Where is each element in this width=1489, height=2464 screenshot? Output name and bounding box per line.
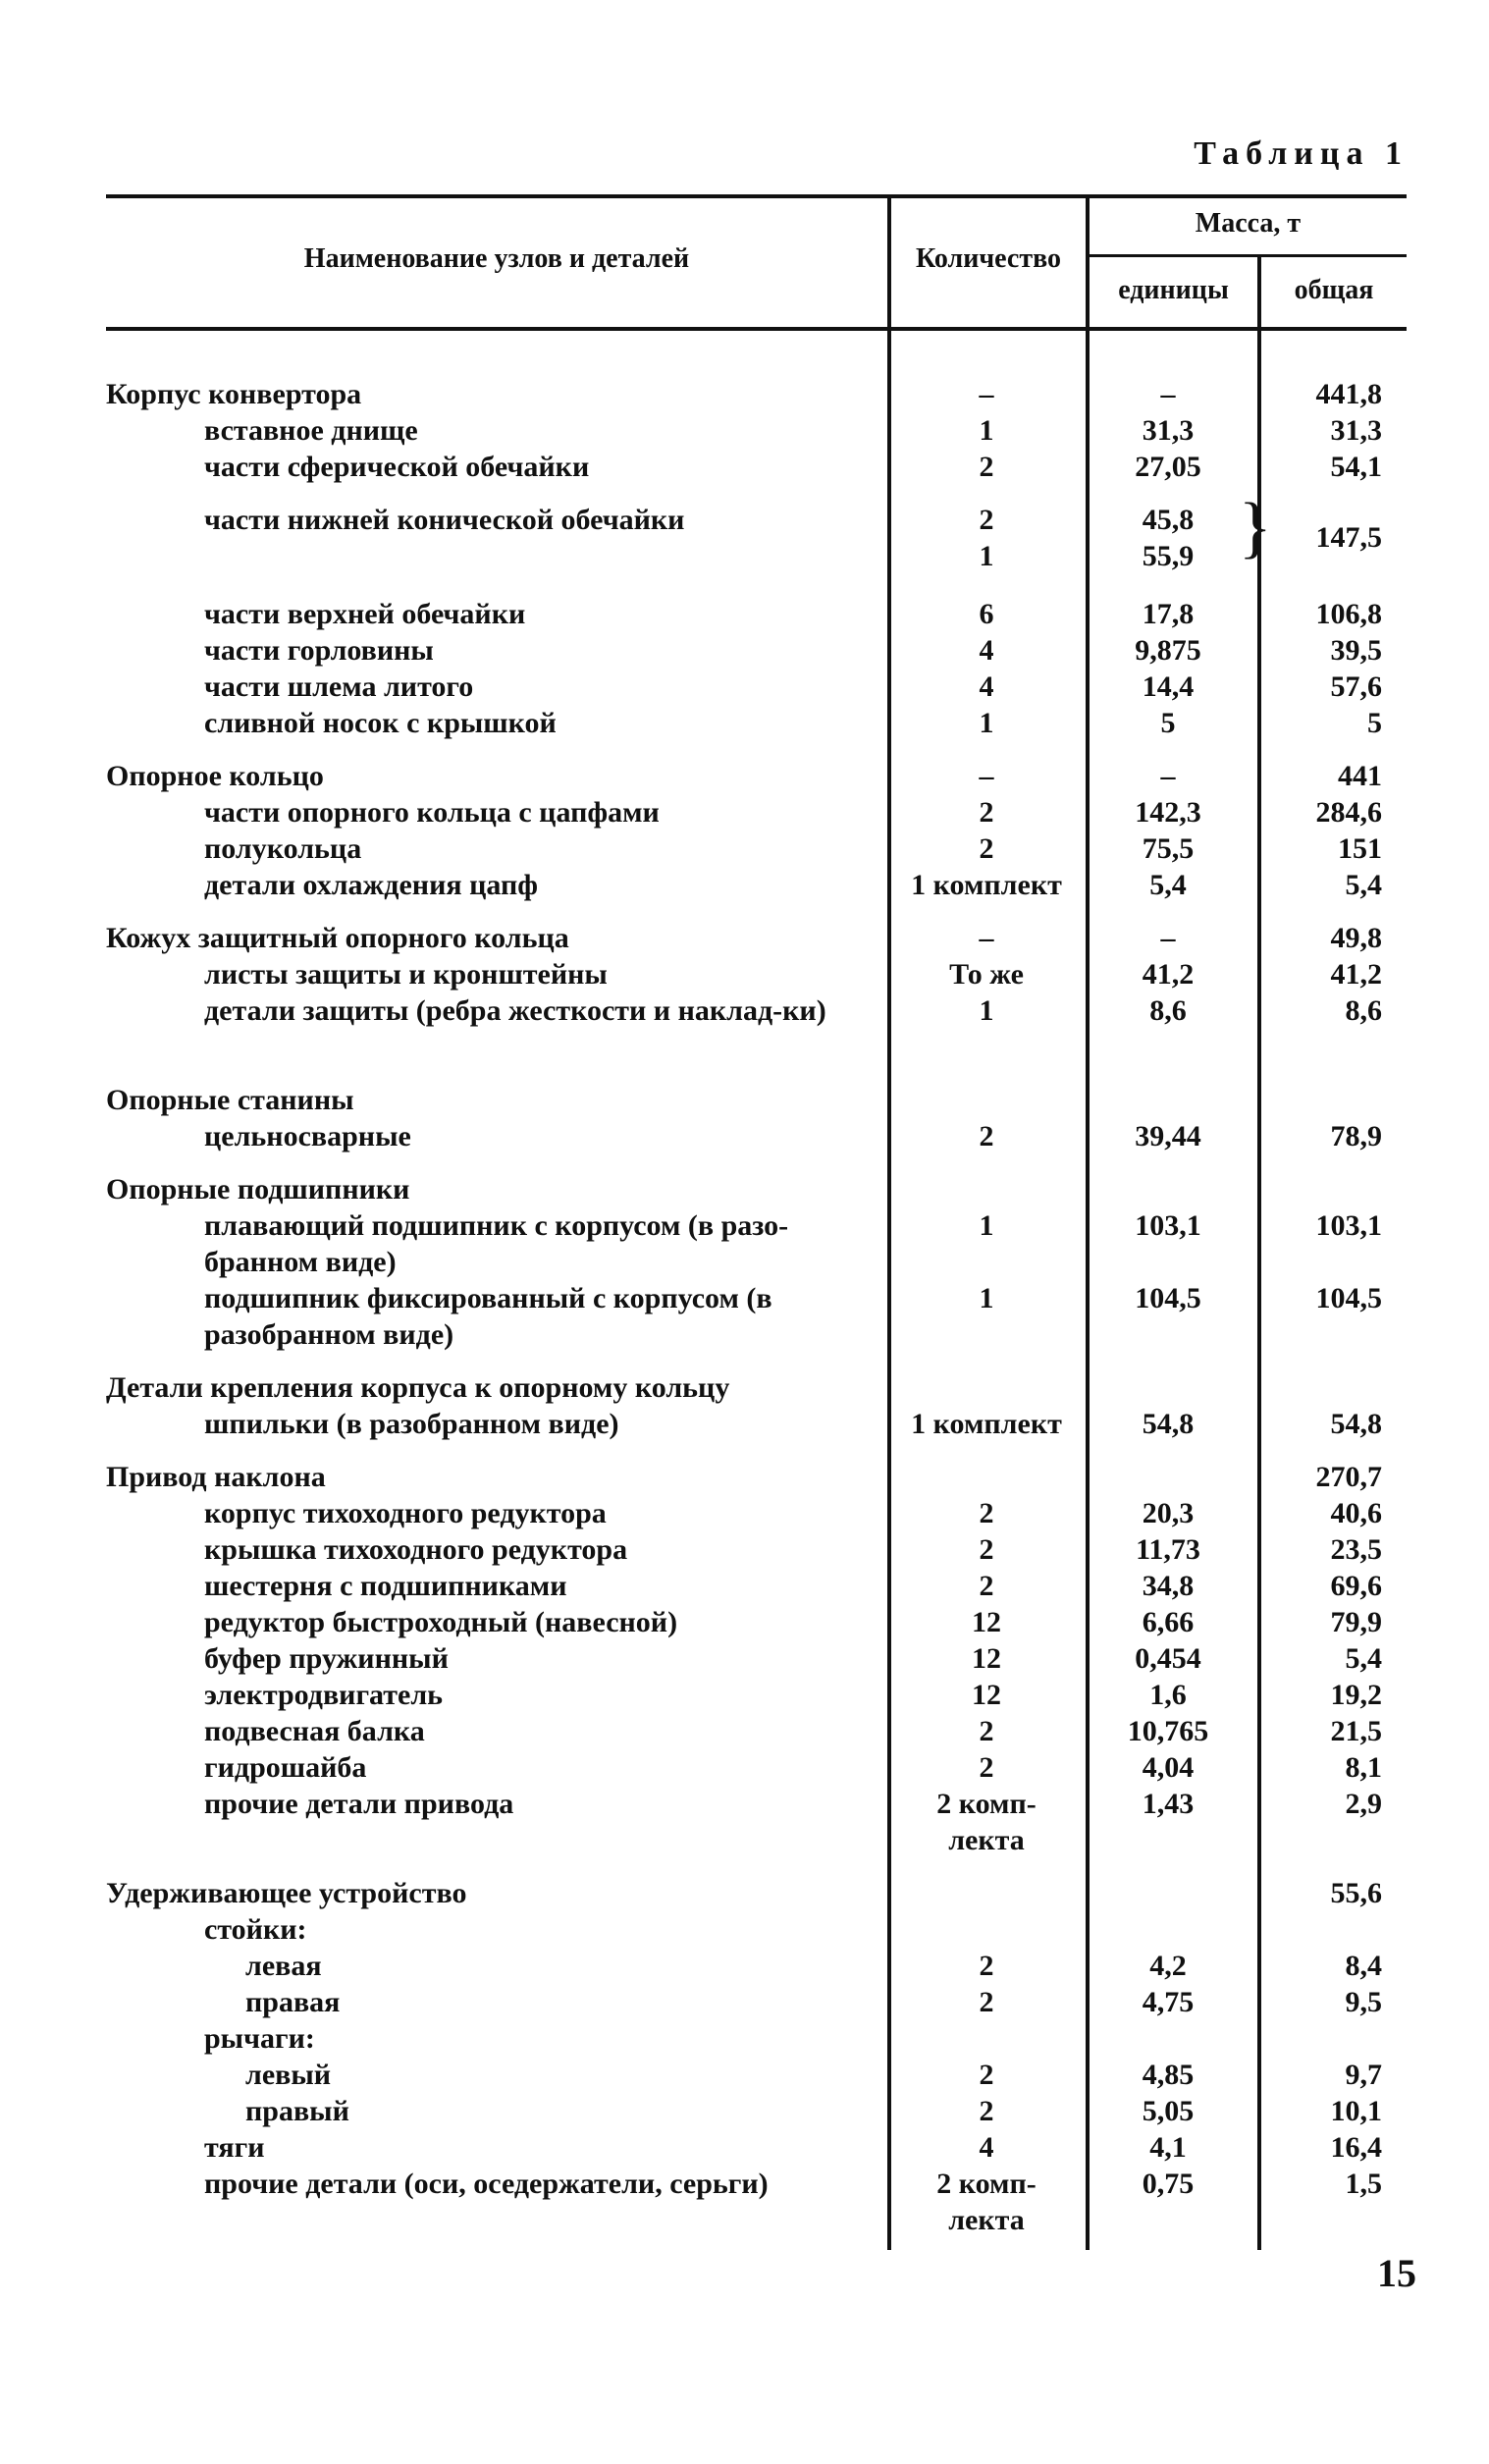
row-mass-total: 5 — [1367, 707, 1382, 739]
row-mass-total: 147,5 — [1315, 521, 1382, 554]
row-quantity: – — [979, 760, 994, 792]
row-mass-total: 103,1 — [1315, 1209, 1382, 1242]
row-quantity: 2 — [979, 2059, 994, 2091]
row-mass-total: 31,3 — [1330, 414, 1382, 447]
row-mass-total: 49,8 — [1330, 922, 1382, 954]
row-quantity: 2 — [979, 1497, 994, 1529]
row-quantity: 2 — [979, 1950, 994, 1982]
row-name: части нижней конической обечайки — [204, 504, 685, 536]
row-mass-unit: 1,43 — [1142, 1788, 1195, 1820]
row-mass-unit: 0,75 — [1142, 2168, 1195, 2200]
row-name: детали охлаждения цапф — [204, 869, 539, 901]
row-mass-total: 39,5 — [1330, 634, 1382, 667]
row-quantity: 4 — [979, 2131, 994, 2164]
row-mass-total: 8,4 — [1345, 1950, 1382, 1982]
row-mass-unit: 14,4 — [1142, 670, 1195, 703]
row-name: сливной носок с крышкой — [204, 707, 557, 739]
row-quantity: 1 комплект — [911, 1408, 1062, 1440]
row-name: листы защиты и кронштейны — [204, 958, 608, 991]
page-number: 15 — [1377, 2251, 1416, 2295]
row-name: части верхней обечайки — [204, 598, 526, 630]
row-quantity: 2 комп- лекта — [936, 1788, 1037, 1856]
header-quantity: Количество — [915, 243, 1062, 274]
row-name: электродвигатель — [204, 1679, 444, 1711]
row-mass-total: 9,7 — [1345, 2059, 1382, 2091]
row-quantity: 2 — [979, 796, 994, 829]
row-name: подшипник фиксированный с корпусом (в разобранном виде) — [204, 1282, 772, 1351]
row-name: корпус тихоходного редуктора — [204, 1497, 607, 1529]
row-name: стойки: — [204, 1913, 307, 1946]
row-mass-unit: 9,875 — [1135, 634, 1201, 667]
row-mass-total: 441,8 — [1315, 378, 1382, 410]
row-mass-unit: 0,454 — [1135, 1642, 1201, 1675]
row-name: вставное днище — [204, 414, 418, 447]
row-quantity: 2 — [979, 2095, 994, 2127]
row-quantity: 12 — [972, 1642, 1001, 1675]
header-mass: Масса, т — [1195, 208, 1302, 239]
row-mass-total: 8,1 — [1345, 1751, 1382, 1784]
table-title: Таблица 1 — [1194, 135, 1409, 172]
row-name: правый — [245, 2095, 349, 2127]
row-mass-unit: 55,9 — [1142, 540, 1195, 572]
row-quantity: 1 — [979, 1209, 994, 1242]
row-mass-total: 16,4 — [1330, 2131, 1382, 2164]
row-name: цельносварные — [204, 1120, 411, 1152]
row-mass-unit: 34,8 — [1142, 1570, 1195, 1602]
row-mass-total: 54,8 — [1330, 1408, 1382, 1440]
row-mass-total: 41,2 — [1330, 958, 1382, 991]
row-quantity: 2 — [979, 1533, 994, 1566]
row-name: плавающий подшипник с корпусом (в разо-бранном виде) — [204, 1209, 789, 1278]
row-quantity: – — [979, 378, 994, 410]
row-name: правая — [245, 1986, 341, 2018]
row-mass-unit: 5,4 — [1149, 869, 1187, 901]
row-name: прочие детали привода — [204, 1788, 514, 1820]
row-mass-total: 23,5 — [1330, 1533, 1382, 1566]
row-mass-total: 106,8 — [1315, 598, 1382, 630]
row-name: Детали крепления корпуса к опорному кольцу — [106, 1371, 730, 1404]
row-mass-unit: 54,8 — [1142, 1408, 1195, 1440]
row-quantity: – — [979, 922, 994, 954]
row-mass-unit: 4,04 — [1142, 1751, 1195, 1784]
row-quantity: 2 — [979, 1986, 994, 2018]
row-mass-total: 55,6 — [1330, 1877, 1382, 1909]
row-name: левый — [245, 2059, 332, 2091]
row-mass-total: 78,9 — [1330, 1120, 1382, 1152]
row-mass-unit: 27,05 — [1135, 451, 1201, 483]
row-quantity: 2 — [979, 832, 994, 865]
row-name: прочие детали (оси, оседержатели, серьги) — [204, 2168, 769, 2200]
row-mass-unit: – — [1160, 760, 1176, 792]
row-quantity: 2 — [979, 1715, 994, 1747]
row-name: гидрошайба — [204, 1751, 367, 1784]
row-mass-unit: 75,5 — [1142, 832, 1195, 865]
row-quantity: 1 — [979, 707, 994, 739]
row-mass-unit: 41,2 — [1142, 958, 1195, 991]
row-name: части опорного кольца с цапфами — [204, 796, 660, 829]
row-quantity: 12 — [972, 1679, 1001, 1711]
row-mass-unit: 4,85 — [1142, 2059, 1195, 2091]
row-mass-total: 40,6 — [1330, 1497, 1382, 1529]
row-name: Опорные станины — [106, 1084, 354, 1116]
row-mass-total: 104,5 — [1315, 1282, 1382, 1314]
row-mass-unit: 5 — [1160, 707, 1176, 739]
row-mass-unit: 5,05 — [1142, 2095, 1195, 2127]
row-mass-total: 57,6 — [1330, 670, 1382, 703]
row-mass-unit: 8,6 — [1149, 994, 1187, 1027]
row-name: Кожух защитный опорного кольца — [106, 922, 569, 954]
row-quantity: 1 — [979, 994, 994, 1027]
row-mass-unit: 31,3 — [1142, 414, 1195, 447]
row-quantity: 6 — [979, 598, 994, 630]
row-mass-unit: 104,5 — [1135, 1282, 1201, 1314]
row-mass-unit: – — [1160, 378, 1176, 410]
header-mass-unit: единицы — [1118, 275, 1229, 305]
row-mass-unit: 11,73 — [1136, 1533, 1200, 1566]
row-mass-unit: 10,765 — [1127, 1715, 1209, 1747]
row-quantity: 12 — [972, 1606, 1001, 1638]
row-mass-unit: 4,2 — [1149, 1950, 1187, 1982]
row-mass-total: 441 — [1338, 760, 1382, 792]
row-mass-unit: 4,1 — [1149, 2131, 1187, 2164]
row-mass-total: 284,6 — [1315, 796, 1382, 829]
row-quantity: 2 — [979, 1570, 994, 1602]
row-mass-total: 54,1 — [1330, 451, 1382, 483]
row-name: полукольца — [204, 832, 362, 865]
row-name: рычаги: — [204, 2022, 315, 2055]
row-name: Опорные подшипники — [106, 1173, 410, 1205]
row-mass-total: 5,4 — [1345, 869, 1382, 901]
row-mass-total: 8,6 — [1345, 994, 1382, 1027]
row-quantity: 2 — [979, 1751, 994, 1784]
row-name: подвесная балка — [204, 1715, 425, 1747]
row-name: шпильки (в разобранном виде) — [204, 1408, 619, 1440]
row-mass-unit: 142,3 — [1135, 796, 1201, 829]
row-name: крышка тихоходного редуктора — [204, 1533, 628, 1566]
row-name: буфер пружинный — [204, 1642, 449, 1675]
row-mass-total: 2,9 — [1345, 1788, 1382, 1820]
row-name: Корпус конвертора — [106, 378, 362, 410]
row-mass-unit: 45,8 — [1142, 504, 1195, 536]
row-quantity: 4 — [979, 670, 994, 703]
row-mass-unit: – — [1160, 922, 1176, 954]
row-name: части шлема литого — [204, 670, 474, 703]
row-name: Опорное кольцо — [106, 760, 324, 792]
row-quantity: То же — [949, 958, 1024, 991]
row-quantity: 1 — [979, 414, 994, 447]
row-quantity: 2 1 — [979, 504, 994, 572]
brace-icon: } — [1239, 490, 1272, 565]
row-name: Привод наклона — [106, 1461, 326, 1493]
row-name: Удерживающее устройство — [106, 1877, 467, 1909]
row-mass-total: 9,5 — [1345, 1986, 1382, 2018]
row-name: шестерня с подшипниками — [204, 1570, 567, 1602]
row-quantity: 1 комплект — [911, 869, 1062, 901]
row-name: редуктор быстроходный (навесной) — [204, 1606, 678, 1638]
header-name: Наименование узлов и деталей — [303, 243, 690, 274]
row-name: части сферической обечайки — [204, 451, 590, 483]
row-mass-unit: 1,6 — [1149, 1679, 1187, 1711]
header-mass-total: общая — [1294, 275, 1374, 305]
row-quantity: 4 — [979, 634, 994, 667]
row-mass-total: 19,2 — [1330, 1679, 1382, 1711]
row-quantity: 2 — [979, 1120, 994, 1152]
row-quantity: 2 — [979, 451, 994, 483]
row-mass-unit: 39,44 — [1135, 1120, 1201, 1152]
row-mass-unit: 103,1 — [1135, 1209, 1201, 1242]
row-mass-total: 21,5 — [1330, 1715, 1382, 1747]
row-mass-total: 5,4 — [1345, 1642, 1382, 1675]
row-mass-total: 79,9 — [1330, 1606, 1382, 1638]
row-name: детали защиты (ребра жесткости и наклад-ки) — [204, 994, 826, 1027]
row-mass-unit: 6,66 — [1142, 1606, 1195, 1638]
row-mass-total: 151 — [1338, 832, 1382, 865]
row-mass-unit: 4,75 — [1142, 1986, 1195, 2018]
row-mass-total: 10,1 — [1330, 2095, 1382, 2127]
row-quantity: 2 комп- лекта — [936, 2168, 1037, 2236]
row-mass-total: 1,5 — [1345, 2168, 1382, 2200]
row-name: тяги — [204, 2131, 265, 2164]
row-mass-unit: 20,3 — [1142, 1497, 1195, 1529]
row-mass-unit: 17,8 — [1142, 598, 1195, 630]
row-quantity: 1 — [979, 1282, 994, 1314]
row-mass-total: 270,7 — [1315, 1461, 1382, 1493]
row-name: левая — [245, 1950, 322, 1982]
row-mass-total: 69,6 — [1330, 1570, 1382, 1602]
row-name: части горловины — [204, 634, 434, 667]
